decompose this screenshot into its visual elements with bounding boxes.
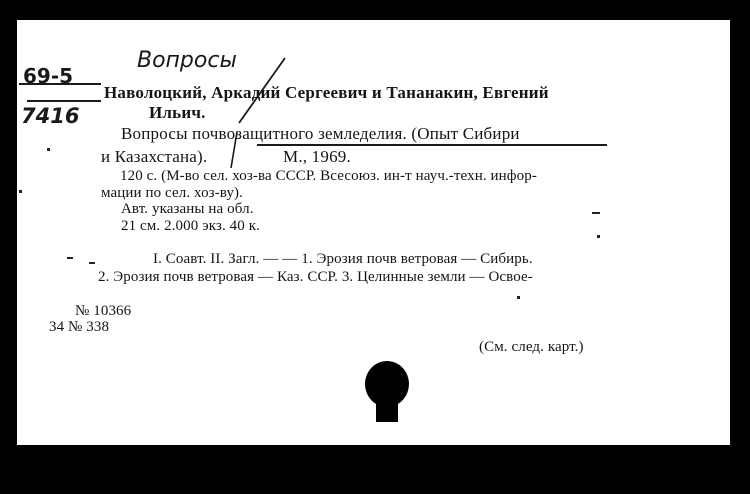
title-underline xyxy=(257,144,607,146)
shelf-mark-bottom: 7416 xyxy=(21,104,80,128)
tracings: I. Соавт. II. Загл. — — 1. Эрозия почв ветровая — Сибирь. xyxy=(153,251,533,267)
book-title-cont: и Казахстана). xyxy=(101,147,208,166)
author-heading-cont: Ильич. xyxy=(149,103,206,122)
note-authors: Авт. указаны на обл. xyxy=(121,201,254,217)
book-title: Вопросы почвозащитного земледелия. (Опыт Сибири xyxy=(121,124,520,143)
handwritten-title-note: Вопросы xyxy=(137,48,237,73)
collation-cont: мации по сел. хоз-ву). xyxy=(101,185,244,201)
tracings-cont: 2. Эрозия почв ветровая — Каз. ССР. 3. Целинные земли — Освое- xyxy=(98,269,533,285)
punch-hole xyxy=(362,360,412,426)
imprint: М., 1969. xyxy=(283,147,351,166)
catalog-card xyxy=(17,20,730,445)
record-number-2: 34 № 338 xyxy=(49,319,110,335)
author-heading: Наволоцкий, Аркадий Сергеевич и Тананакин, Евгений xyxy=(104,83,549,102)
shelf-mark-top: 69-5 xyxy=(23,64,74,88)
note-physical: 21 см. 2.000 экз. 40 к. xyxy=(121,218,260,234)
collation: 120 с. (М-во сел. хоз-ва СССР. Всесоюз. ин-т науч.-техн. инфор- xyxy=(120,168,537,184)
record-number: № 10366 xyxy=(75,303,132,319)
continued-note: (См. след. карт.) xyxy=(479,339,584,355)
